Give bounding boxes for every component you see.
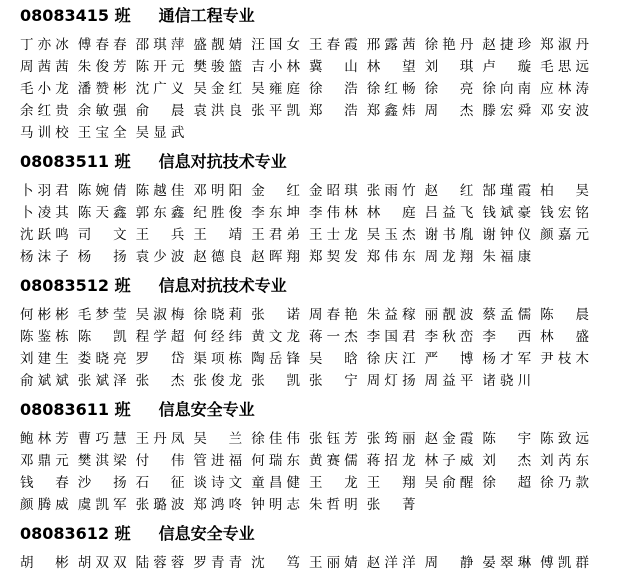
student-name: 何瑞东 [251, 453, 300, 469]
student-name: 王 翔 [366, 475, 416, 491]
student-name: 潘赞彬 [77, 81, 127, 97]
student-name: 张钰芳 [308, 431, 358, 447]
class-id: 08083612 班 [20, 524, 131, 543]
student-name: 赵捷珍 [482, 37, 532, 53]
student-name: 颜嘉元 [540, 227, 589, 243]
student-name: 滕宏舜 [482, 103, 532, 119]
student-name: 胡 彬 [20, 555, 69, 571]
student-name: 毛小龙 [20, 81, 69, 97]
student-name: 丽靓波 [424, 307, 474, 323]
student-name-list [20, 304, 617, 392]
major-name: 信息安全专业 [158, 400, 255, 419]
student-name: 吴金红 [193, 81, 243, 97]
student-name: 丁亦冰 [20, 37, 69, 53]
student-name: 蔡孟儒 [482, 307, 532, 323]
student-name: 王士龙 [308, 227, 358, 243]
student-name: 陈婉倩 [77, 183, 127, 199]
student-name: 谢书胤 [424, 227, 474, 243]
student-row [20, 34, 617, 56]
student-name: 柏 昊 [540, 183, 589, 199]
student-name: 刘建生 [20, 351, 69, 367]
student-name: 陈开元 [135, 59, 185, 75]
student-name: 张璐波 [135, 497, 185, 513]
class-heading [20, 522, 617, 546]
student-name: 周 杰 [424, 103, 474, 119]
student-name: 陈天鑫 [77, 205, 127, 221]
student-name: 赵德良 [193, 249, 243, 265]
student-name: 黄赛儒 [308, 453, 358, 469]
student-name: 吕益飞 [424, 205, 474, 221]
student-name: 付 伟 [135, 453, 185, 469]
student-name: 李秋峦 [424, 329, 474, 345]
student-name-list [20, 428, 617, 516]
student-name: 刘芮东 [540, 453, 589, 469]
student-name: 应林涛 [540, 81, 589, 97]
student-name: 杨才军 [482, 351, 532, 367]
student-name: 徐向南 [482, 81, 532, 97]
student-name: 邢露茜 [366, 37, 416, 53]
student-name: 沙 扬 [77, 475, 127, 491]
student-name: 汪国女 [251, 37, 300, 53]
student-name: 林 盛 [540, 329, 589, 345]
student-row [20, 56, 617, 78]
student-name: 傅凯群 [540, 555, 589, 571]
student-name: 沈广义 [135, 81, 185, 97]
student-name: 渠项栋 [193, 351, 243, 367]
student-name-list [20, 552, 617, 574]
student-name: 卢 璇 [482, 59, 532, 75]
student-name: 张 凯 [251, 373, 300, 389]
student-name: 王 龙 [308, 475, 358, 491]
student-name: 张筠丽 [366, 431, 416, 447]
student-name: 娄晓亮 [77, 351, 127, 367]
student-name: 李国君 [366, 329, 416, 345]
student-name: 周灯扬 [366, 373, 416, 389]
student-name: 鲍林芳 [20, 431, 69, 447]
student-name: 管进福 [193, 453, 243, 469]
student-name: 黄文龙 [251, 329, 300, 345]
student-name: 邓明阳 [193, 183, 243, 199]
student-name: 陈鉴栋 [20, 329, 69, 345]
student-row [20, 304, 617, 326]
student-name: 张 菁 [366, 497, 416, 513]
student-name: 罗 岱 [135, 351, 185, 367]
student-name: 邵琪萍 [135, 37, 185, 53]
student-name-list [20, 34, 617, 144]
student-name: 李 西 [482, 329, 532, 345]
class-heading [20, 150, 617, 174]
student-name: 颜腾威 [20, 497, 69, 513]
student-name: 王春霞 [308, 37, 358, 53]
student-name: 纪胜俊 [193, 205, 243, 221]
student-name: 张平凯 [251, 103, 300, 119]
student-name: 何经纬 [193, 329, 243, 345]
student-name: 袁洪良 [193, 103, 243, 119]
class-id: 08083415 班 [20, 6, 131, 25]
student-name: 徐 浩 [308, 81, 358, 97]
student-name: 王 兵 [135, 227, 185, 243]
student-name: 杨沫子 [20, 249, 69, 265]
student-name: 刘 琪 [424, 59, 474, 75]
student-name: 郑淑丹 [540, 37, 589, 53]
student-name: 邓鼎元 [20, 453, 69, 469]
student-name: 马训校 [20, 125, 69, 141]
major-name: 信息对抗技术专业 [158, 276, 287, 295]
class-roster-document [20, 4, 617, 580]
student-name: 吴显武 [135, 125, 185, 141]
class-heading [20, 398, 617, 422]
student-name: 朱哲明 [308, 497, 358, 513]
student-name: 朱福康 [482, 249, 532, 265]
student-name: 盛靓婧 [193, 37, 243, 53]
student-name: 张 杰 [135, 373, 185, 389]
student-name: 钱斌豪 [482, 205, 532, 221]
student-name: 林 庭 [366, 205, 416, 221]
class-heading [20, 274, 617, 298]
student-name: 杨 扬 [77, 249, 127, 265]
student-name: 赵晖翔 [251, 249, 300, 265]
student-name: 钱 春 [20, 475, 69, 491]
student-row [20, 246, 617, 268]
student-name: 陆蓉蓉 [135, 555, 185, 571]
student-name: 毛梦莹 [77, 307, 127, 323]
student-name: 俞斌斌 [20, 373, 69, 389]
student-name: 王丹凤 [135, 431, 185, 447]
student-row [20, 122, 617, 144]
student-name: 陈 晨 [540, 307, 589, 323]
student-name: 赵洋洋 [366, 555, 416, 571]
student-name: 曹巧慧 [77, 431, 127, 447]
student-name: 卜羽君 [20, 183, 69, 199]
student-name: 吴玉杰 [366, 227, 416, 243]
student-name: 郑鑫炜 [366, 103, 416, 119]
student-name: 傅春春 [77, 37, 127, 53]
student-name: 钟明志 [251, 497, 300, 513]
student-name: 郭东鑫 [135, 205, 185, 221]
student-name: 罗青青 [193, 555, 243, 571]
student-name: 郑契发 [308, 249, 358, 265]
student-name: 陶岳锋 [251, 351, 300, 367]
student-name: 徐晓莉 [193, 307, 243, 323]
student-name: 郜瑾霞 [482, 183, 532, 199]
class-id: 08083511 班 [20, 152, 131, 171]
student-name: 林 望 [366, 59, 416, 75]
student-name: 王 靖 [193, 227, 243, 243]
class-heading [20, 4, 617, 28]
student-name: 吴淑梅 [135, 307, 185, 323]
student-name: 陈致远 [540, 431, 589, 447]
student-name: 徐乃款 [540, 475, 589, 491]
student-row [20, 552, 617, 574]
student-row [20, 78, 617, 100]
student-name: 陈 凯 [77, 329, 127, 345]
student-name: 林子威 [424, 453, 474, 469]
student-name: 王宝全 [77, 125, 127, 141]
student-name: 王君弟 [251, 227, 300, 243]
student-name: 俞 晨 [135, 103, 185, 119]
student-row [20, 100, 617, 122]
major-name: 信息对抗技术专业 [158, 152, 287, 171]
student-name: 朱益稼 [366, 307, 416, 323]
student-name: 袁少波 [135, 249, 185, 265]
student-name: 吴俞醒 [424, 475, 474, 491]
student-name: 张斌泽 [77, 373, 127, 389]
student-name: 沈跃鸣 [20, 227, 69, 243]
student-name: 金 红 [251, 183, 300, 199]
student-row [20, 348, 617, 370]
student-name: 尹枝木 [540, 351, 589, 367]
student-name-list [20, 180, 617, 268]
class-id: 08083611 班 [20, 400, 131, 419]
student-name: 张雨竹 [366, 183, 416, 199]
student-name: 徐庆江 [366, 351, 416, 367]
student-name: 周 静 [424, 555, 474, 571]
student-name: 蒋一杰 [308, 329, 358, 345]
student-name: 郑鸿咚 [193, 497, 243, 513]
student-name: 余红贵 [20, 103, 69, 119]
student-name: 徐佳伟 [251, 431, 300, 447]
student-name: 徐红畅 [366, 81, 416, 97]
student-row [20, 224, 617, 246]
student-name: 李东坤 [251, 205, 300, 221]
student-name: 沈 笃 [251, 555, 300, 571]
student-name: 严 博 [424, 351, 474, 367]
student-name: 陈 宇 [482, 431, 532, 447]
student-name: 樊骏篮 [193, 59, 243, 75]
student-row [20, 202, 617, 224]
student-name: 赵金霞 [424, 431, 474, 447]
student-name: 何彬彬 [20, 307, 69, 323]
student-name: 郑伟东 [366, 249, 416, 265]
student-row [20, 370, 617, 392]
student-name: 吴雍庭 [251, 81, 300, 97]
student-row [20, 180, 617, 202]
student-name: 谢钟仪 [482, 227, 532, 243]
student-name: 刘 杰 [482, 453, 532, 469]
student-name: 张 宁 [308, 373, 358, 389]
student-name: 吴 晗 [308, 351, 358, 367]
student-row [20, 326, 617, 348]
student-name: 朱俊芳 [77, 59, 127, 75]
student-name: 陈越佳 [135, 183, 185, 199]
student-name: 郑 浩 [308, 103, 358, 119]
student-name: 程学超 [135, 329, 185, 345]
student-name: 司 文 [77, 227, 127, 243]
student-name: 金昭琪 [308, 183, 358, 199]
student-row [20, 450, 617, 472]
student-name: 徐 亮 [424, 81, 474, 97]
student-name: 胡双双 [77, 555, 127, 571]
student-name: 邓安波 [540, 103, 589, 119]
student-name: 张 诺 [251, 307, 300, 323]
student-name: 石 征 [135, 475, 185, 491]
student-name: 卜凌其 [20, 205, 69, 221]
student-name: 王丽婧 [308, 555, 358, 571]
major-name: 信息安全专业 [158, 524, 255, 543]
major-name: 通信工程专业 [158, 6, 255, 25]
student-name: 徐 超 [482, 475, 532, 491]
student-name: 张俊龙 [193, 373, 243, 389]
student-name: 虞凯军 [77, 497, 127, 513]
student-name: 李伟林 [308, 205, 358, 221]
student-name: 钱宏铭 [540, 205, 589, 221]
student-name: 周茜茜 [20, 59, 69, 75]
student-name: 赵 红 [424, 183, 474, 199]
student-name: 童昌健 [251, 475, 300, 491]
student-name: 周益平 [424, 373, 474, 389]
student-row [20, 428, 617, 450]
class-id: 08083512 班 [20, 276, 131, 295]
student-name: 徐艳丹 [424, 37, 474, 53]
student-name: 诸骁川 [482, 373, 532, 389]
student-name: 蒋招龙 [366, 453, 416, 469]
student-name: 吴 兰 [193, 431, 243, 447]
student-name: 樊淇梁 [77, 453, 127, 469]
student-name: 周龙翔 [424, 249, 474, 265]
student-name: 周春艳 [308, 307, 358, 323]
student-name: 谈诗文 [193, 475, 243, 491]
student-name: 冀 山 [308, 59, 358, 75]
student-row [20, 472, 617, 494]
student-name: 晏翠琳 [482, 555, 532, 571]
student-name: 吉小林 [251, 59, 300, 75]
student-name: 毛思远 [540, 59, 589, 75]
student-name: 余敏强 [77, 103, 127, 119]
student-row [20, 494, 617, 516]
